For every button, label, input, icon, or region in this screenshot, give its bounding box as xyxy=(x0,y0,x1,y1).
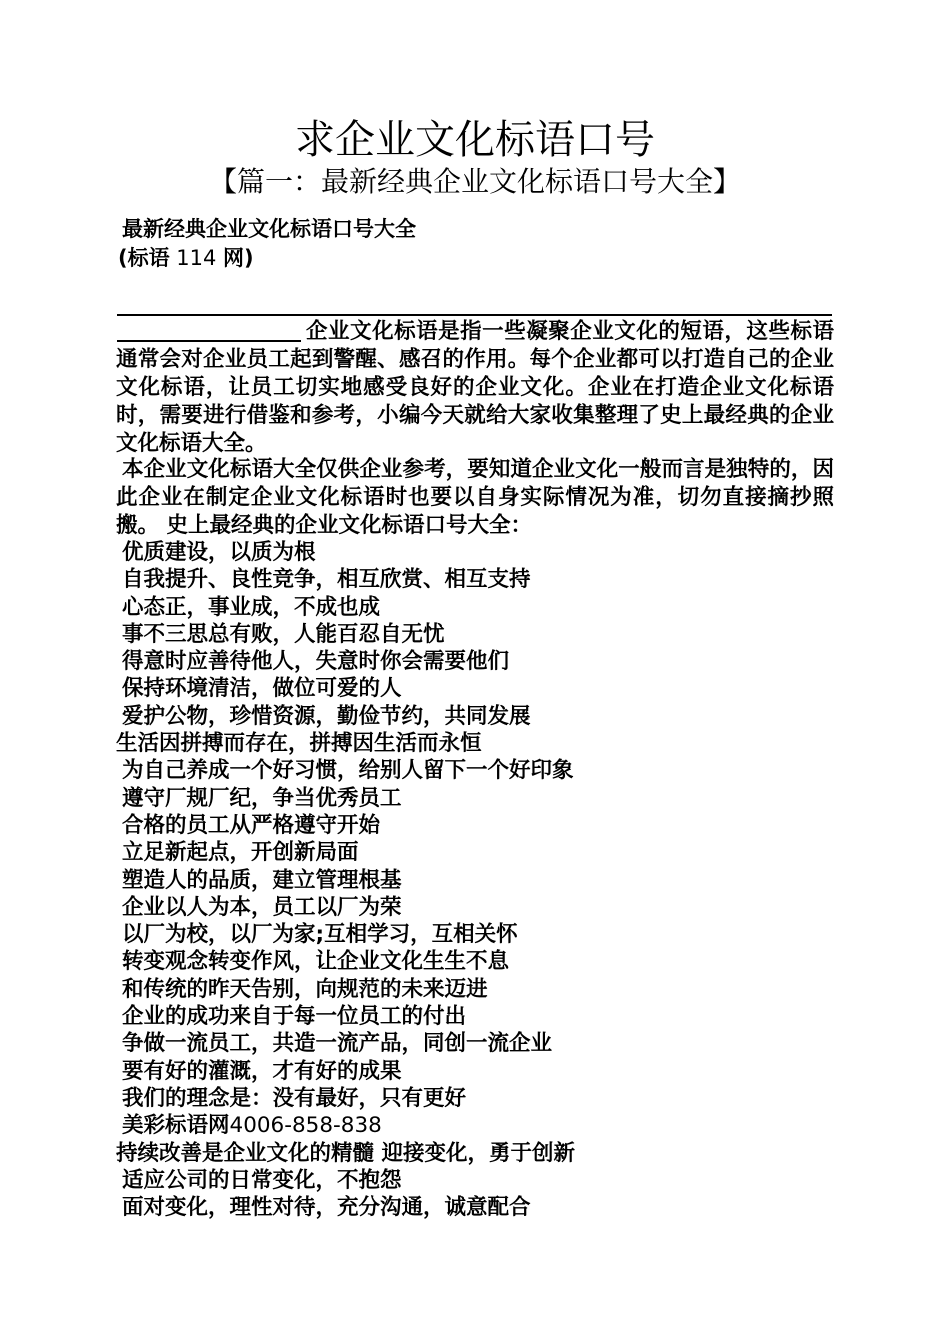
slogan-item: 保持环境清洁，做位可爱的人 xyxy=(122,676,402,702)
document-subtitle: 【篇一：最新经典企业文化标语口号大全】 xyxy=(208,165,741,198)
hotline-number: 4006-858-838 xyxy=(229,1113,382,1139)
slogan-item: 以厂为校，以厂为家;互相学习，互相关怀 xyxy=(122,922,518,948)
slogan-item: 企业的成功来自于每一位员工的付出 xyxy=(122,1004,467,1030)
slogan-item: 生活因拼搏而存在，拼搏因生活而永恒 xyxy=(116,731,482,757)
slogan-item: 塑造人的品质，建立管理根基 xyxy=(122,867,402,893)
slogan-item: 爱护公物，珍惜资源，勤俭节约，共同发展 xyxy=(122,703,531,729)
horizontal-rule xyxy=(117,314,832,316)
slogan-item: 和传统的昨天告别，向规范的未来迈进 xyxy=(122,976,488,1002)
source-prefix: (标语 xyxy=(118,246,170,270)
slogan-item: 优质建设，以质为根 xyxy=(122,540,316,565)
slogan-item: 为自己养成一个好习惯，给别人留下一个好印象 xyxy=(122,758,574,784)
hotline-line xyxy=(116,1112,575,1139)
slogan-item: 遵守厂规厂纪，争当优秀员工 xyxy=(122,785,402,811)
slogan-item: 适应公司的日常变化，不抱怨 xyxy=(122,1167,402,1193)
section-heading: 最新经典企业文化标语口号大全 xyxy=(122,217,416,241)
slogan-item: 得意时应善待他人，失意时你会需要他们 xyxy=(122,649,510,675)
note-paragraph: 本企业文化标语大全仅供企业参考，要知道企业文化一般而言是独特的，因此企业在制定企业文化标语时也要以自身实际情况为准，切勿直接摘抄照搬。 史上最经典的企业文化标语口号大全： xyxy=(116,457,834,538)
hotline-label: 美彩标语网 xyxy=(122,1113,230,1139)
slogan-item: 转变观念转变作风，让企业文化生生不息 xyxy=(122,949,510,975)
slogan-item: 面对变化，理性对待，充分沟通，诚意配合 xyxy=(122,1195,531,1221)
source-note xyxy=(118,243,254,273)
slogan-item: 事不三思总有败，人能百忍自无忧 xyxy=(122,621,445,647)
slogan-item: 我们的理念是：没有最好，只有更好 xyxy=(122,1085,467,1111)
source-suffix: 网) xyxy=(223,246,254,270)
slogan-item: 自我提升、良性竞争，相互欣赏、相互支持 xyxy=(122,567,531,593)
slogan-item: 合格的员工从严格遵守开始 xyxy=(122,812,381,838)
slogan-list xyxy=(116,539,575,1221)
slogan-item: 持续改善是企业文化的精髓 迎接变化，勇于创新 xyxy=(116,1140,575,1166)
slogan-item: 争做一流员工，共造一流产品，同创一流企业 xyxy=(122,1031,553,1057)
slogan-item: 企业以人为本，员工以厂为荣 xyxy=(122,894,402,920)
source-number: 114 xyxy=(169,246,224,270)
slogan-item: 心态正，事业成，不成也成 xyxy=(122,594,381,620)
intro-paragraph: 企业文化标语是指一些凝聚企业文化的短语，这些标语通常会对企业员工起到警醒、感召的作用。每个企业都可以打造自己的企业文化标语，让员工切实地感受良好的企业文化。企业在打造企业文化标语时，需要进行借鉴和参考，小编今天就给大家收集整理了史上最经典的企业文化标语大全。 xyxy=(116,319,834,456)
slogan-item: 立足新起点，开创新局面 xyxy=(122,840,359,866)
document-title: 求企业文化标语口号 xyxy=(295,117,655,163)
slogan-item: 要有好的灌溉，才有好的成果 xyxy=(122,1058,402,1084)
